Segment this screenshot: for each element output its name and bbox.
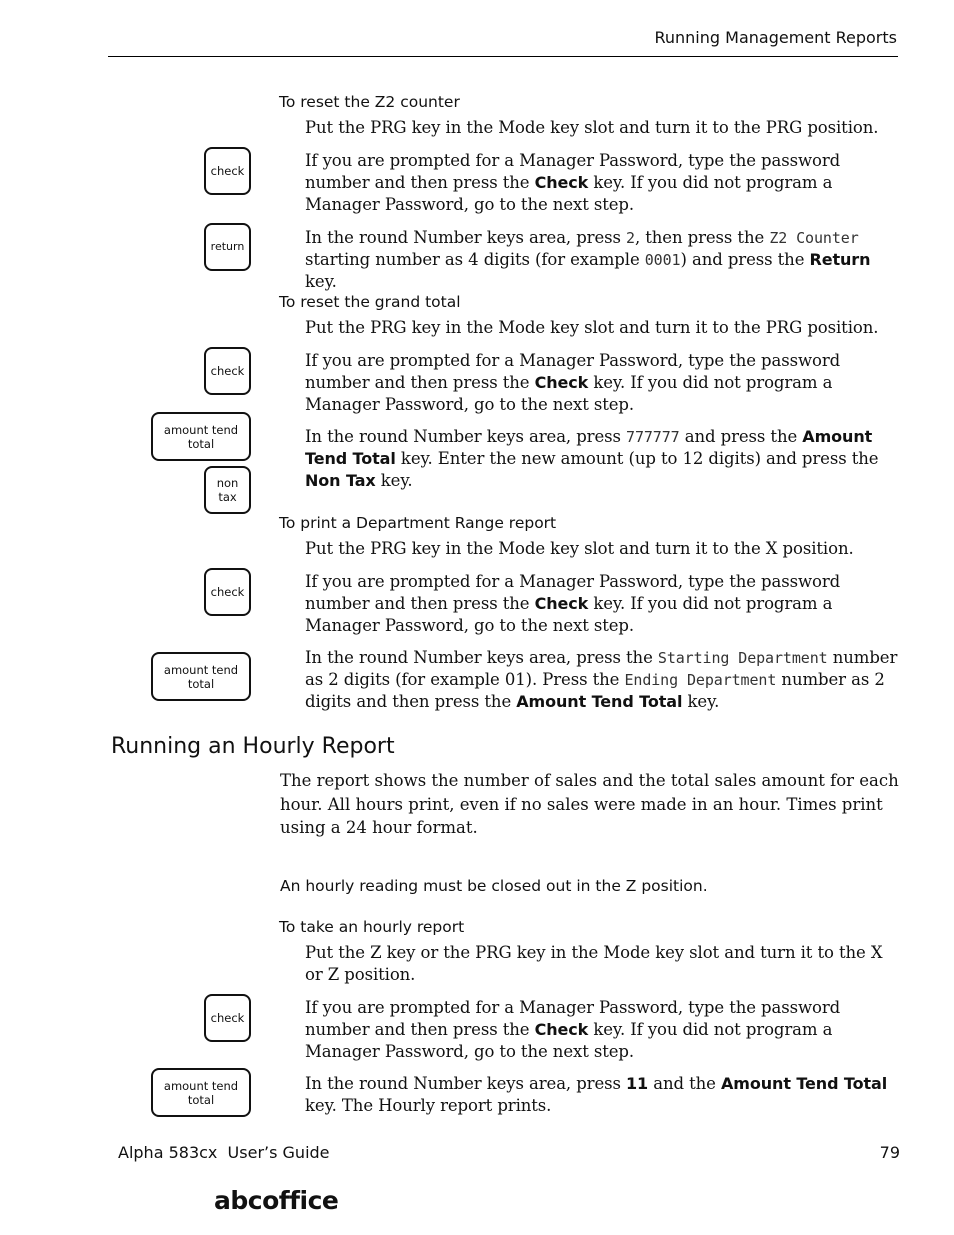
amount-tend-total-key-icon — [151, 652, 251, 701]
procedure-heading-reset-z2: To reset the Z2 counter — [279, 93, 460, 111]
brand-logo: abcoffice — [214, 1186, 339, 1215]
step-text: Put the Z key or the PRG key in the Mode key slot and turn it to the X or Z position. — [305, 943, 883, 984]
procedure-heading-hourly-report: To take an hourly report — [279, 918, 465, 936]
running-head: Running Management Reports — [654, 28, 897, 47]
check-key-icon — [204, 994, 251, 1042]
step-text: In the round Number keys area, press 777777 and press the Amount Tend Total key. Enter the new amount (up to 12 digits) and press the Non Tax key. — [305, 427, 879, 490]
key-label: amount tend total — [163, 662, 239, 691]
step-text: If you are prompted for a Manager Password, type the password number and then press the Check key. If you did not program a Manager Password, go to the next step. — [305, 998, 841, 1061]
check-key-icon — [204, 147, 251, 195]
key-label: check — [210, 585, 245, 599]
step-text: Put the PRG key in the Mode key slot and turn it to the PRG position. — [305, 318, 879, 337]
step-text: If you are prompted for a Manager Password, type the password number and then press the Check key. If you did not program a Manager Password, go to the next step. — [305, 351, 841, 414]
key-label: return — [210, 240, 245, 253]
step-text: In the round Number keys area, press 2, then press the Z2 Counter starting number as 4 digits (for example 0001) and press the Return key. — [305, 228, 871, 291]
key-label: check — [210, 164, 245, 178]
amount-tend-total-key-icon — [151, 412, 251, 461]
step-text: If you are prompted for a Manager Password, type the password number and then press the Check key. If you did not program a Manager Password, go to the next step. — [305, 572, 841, 635]
page-number: 79 — [879, 1143, 900, 1162]
note-text: An hourly reading must be closed out in the Z position. — [280, 877, 708, 895]
header-rule — [108, 56, 898, 57]
footer-guide-title: Alpha 583cx User’s Guide — [118, 1143, 330, 1162]
step-text: In the round Number keys area, press 11 and the Amount Tend Total key. The Hourly report prints. — [305, 1074, 888, 1115]
check-key-icon — [204, 347, 251, 395]
key-label: non tax — [216, 476, 239, 504]
non-tax-key-icon — [204, 466, 251, 514]
step-text: In the round Number keys area, press the Starting Department number as 2 digits (for example 01). Press the Ending Department number as 2 digits and then press the Amount Tend Total key. — [305, 648, 898, 711]
procedure-heading-department-range: To print a Department Range report — [279, 514, 557, 532]
step-text: Put the PRG key in the Mode key slot and turn it to the X position. — [305, 539, 854, 558]
procedure-heading-reset-grand-total: To reset the grand total — [279, 293, 461, 311]
section-intro: The report shows the number of sales and the total sales amount for each hour. All hours print, even if no sales were made in an hour. Times print using a 24 hour format. — [280, 771, 899, 837]
section-title: Running an Hourly Report — [111, 734, 395, 759]
key-label: amount tend total — [163, 422, 239, 451]
step-text: Put the PRG key in the Mode key slot and turn it to the PRG position. — [305, 118, 879, 137]
return-key-icon — [204, 223, 251, 271]
step-text: If you are prompted for a Manager Password, type the password number and then press the Check key. If you did not program a Manager Password, go to the next step. — [305, 151, 841, 214]
key-label: check — [210, 1011, 245, 1025]
key-label: check — [210, 364, 245, 378]
key-label: amount tend total — [163, 1078, 239, 1107]
check-key-icon — [204, 568, 251, 616]
amount-tend-total-key-icon — [151, 1068, 251, 1117]
